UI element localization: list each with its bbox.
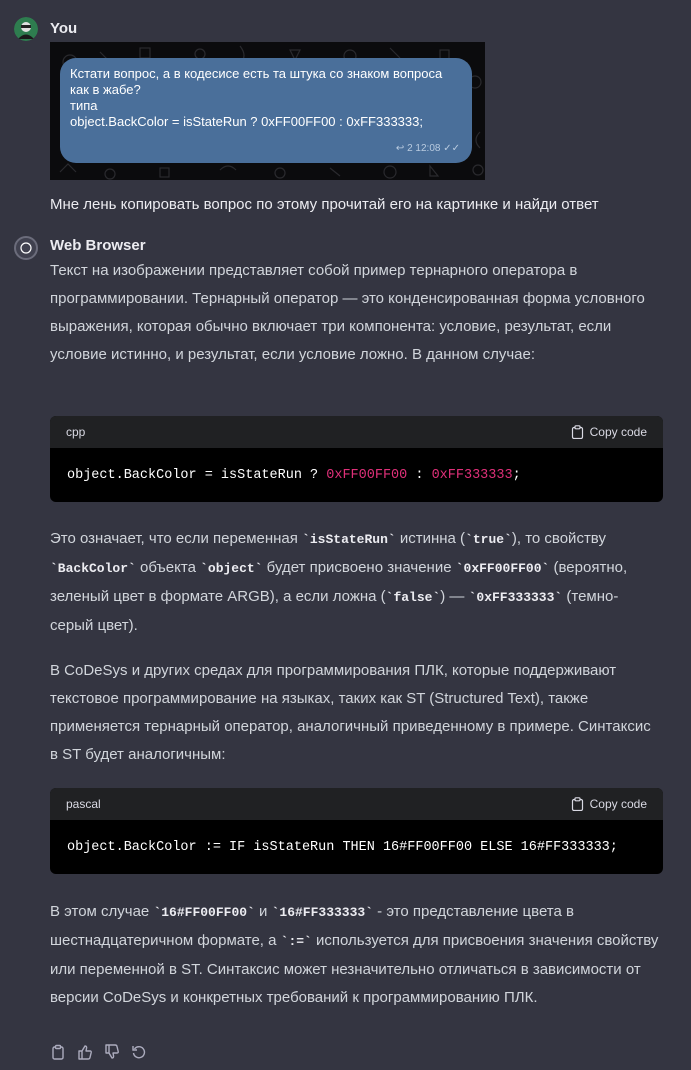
inline-code: `object`: [200, 561, 263, 576]
text: Это означает, что если переменная: [50, 530, 303, 547]
answer-paragraph-4: [50, 898, 660, 1012]
text: будет присвоено значение: [262, 559, 456, 576]
text: и: [254, 903, 272, 920]
assistant-avatar: [14, 236, 38, 260]
inline-code: `0xFF333333`: [468, 590, 563, 605]
text: (вероятно, зеленый цвет в формате ARGB), а если ложна (: [50, 559, 628, 605]
user-message: [0, 0, 691, 225]
code-text: :: [407, 467, 432, 483]
text: истинна (: [395, 530, 466, 547]
inline-code: `isStateRun`: [302, 532, 396, 547]
attached-screenshot[interactable]: [50, 42, 485, 180]
code-header: [50, 788, 663, 820]
clipboard-icon: [571, 425, 584, 439]
inline-code: `false`: [385, 590, 441, 605]
code-language: pascal: [66, 797, 101, 811]
user-avatar[interactable]: [14, 17, 38, 41]
copy-code-label: Copy code: [589, 425, 647, 439]
text: ), то свойству: [511, 530, 606, 547]
text: объекта: [135, 559, 201, 576]
clipboard-icon: [571, 797, 584, 811]
text: используется для присвоения значения свойству или переменной в ST. Синтаксис может незначительно отличаться в зависимости от версии CoDeSys и конкретных требований к программированию ПЛК.: [50, 932, 659, 1006]
inline-code: `true`: [465, 532, 512, 547]
inline-code: `0xFF00FF00`: [455, 561, 550, 576]
code-content: [50, 448, 663, 502]
chat-bubble: [60, 58, 472, 163]
inline-code: `BackColor`: [50, 561, 136, 576]
copy-code-button[interactable]: [571, 797, 647, 811]
double-check-icon: ✓✓: [443, 143, 460, 154]
bubble-meta-text: 2 12:08: [407, 143, 441, 154]
reply-icon: ↩: [395, 143, 405, 154]
copy-code-button[interactable]: [571, 425, 647, 439]
inline-code: `16#FF00FF00`: [153, 905, 255, 920]
inline-code: `:=`: [280, 934, 312, 949]
copy-icon[interactable]: [50, 1044, 66, 1060]
code-header: [50, 416, 663, 448]
bubble-line: Кстати вопрос, а в кодесисе есть та штука со знаком вопроса: [70, 66, 443, 81]
thumbs-down-icon[interactable]: [104, 1044, 120, 1060]
thumbs-up-icon[interactable]: [77, 1044, 93, 1060]
code-text: object.BackColor = isStateRun ?: [67, 467, 327, 483]
text: В этом случае: [50, 903, 154, 920]
bubble-meta: [396, 141, 460, 157]
answer-paragraph-2: [50, 525, 660, 640]
code-language: cpp: [66, 425, 86, 439]
code-content: object.BackColor := IF isStateRun THEN 16#FF00FF00 ELSE 16#FF333333;: [67, 839, 618, 855]
bubble-line: типа: [70, 98, 98, 113]
code-block-cpp: [50, 416, 663, 502]
answer-paragraph-3: В CoDeSys и других средах для программирования ПЛК, которые поддерживают текстовое программирование на языках, таких как ST (Structured Text), также применяется тернарный оператор, аналогичный приведенному в примере. Синтаксис в ST будет аналогичным:: [50, 662, 651, 763]
code-text: ;: [512, 467, 521, 483]
text: (темно-серый цвет).: [50, 588, 619, 634]
code-hex-literal: 0xFF00FF00: [326, 467, 408, 483]
bubble-line: object.BackColor = isStateRun ? 0xFF00FF00 : 0xFF333333;: [70, 114, 423, 129]
text: - это представление цвета в шестнадцатеричном формате, а: [50, 903, 574, 949]
text: ) —: [440, 588, 469, 605]
bubble-line: как в жабе?: [70, 82, 141, 97]
answer-paragraph-1: Текст на изображении представляет собой пример тернарного оператора в программировании. Тернарный оператор — это конденсированная форма условного выражения, которая обычно включает три компонента: условие, результат, если условие истинно, и результат, если условие ложно. В данном случае:: [50, 262, 645, 363]
code-hex-literal: 0xFF333333: [431, 467, 513, 483]
copy-code-label: Copy code: [589, 797, 647, 811]
user-message-text: Мне лень копировать вопрос по этому прочитай его на картинке и найди ответ: [50, 196, 599, 213]
assistant-name: Web Browser: [50, 237, 146, 254]
code-block-pascal: [50, 788, 663, 874]
inline-code: `16#FF333333`: [271, 905, 374, 920]
message-actions: [50, 1044, 147, 1060]
regenerate-icon[interactable]: [131, 1044, 147, 1060]
user-name: You: [50, 20, 78, 37]
